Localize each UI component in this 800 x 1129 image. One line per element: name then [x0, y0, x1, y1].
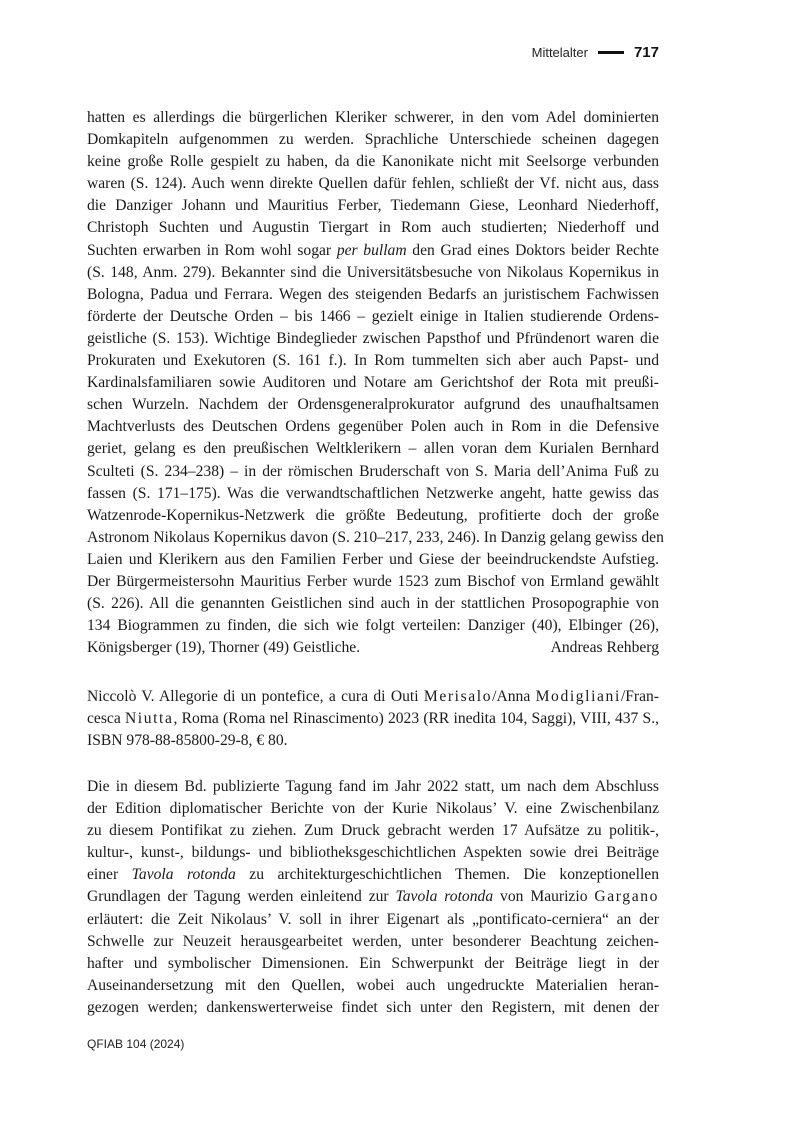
editor-name: Niutta	[124, 710, 174, 728]
citation-line	[87, 686, 659, 708]
page-number: 717	[633, 44, 659, 61]
text-line: hafter und symbolischer Dimensionen. Ein Schwerpunkt der Beiträge liegt in der	[87, 954, 659, 972]
text-line: geistliche (S. 153). Wichtige Bindeglieder zwischen Papsthof und Pfründenort waren die	[87, 329, 659, 347]
review-text-1	[87, 107, 664, 659]
italic-phrase: Tavola rotonda	[395, 888, 494, 906]
text-segment: Königsberger (19), Thorner (49) Geistliche.	[87, 639, 361, 657]
text-line	[87, 240, 659, 262]
text-line: Astronom Nikolaus Kopernikus davon (S. 210–217, 233, 246). In Danzig gelang gewiss den	[87, 528, 664, 546]
text-line: Bologna, Padua und Ferrara. Wegen des steigenden Bedarfs an juristischem Fachwissen	[87, 285, 659, 303]
header-rule	[598, 51, 624, 54]
text-line: Watzenrode-Kopernikus-Netzwerk die größte Bedeutung, profitierte doch der große	[87, 506, 659, 524]
text-segment: /Anna	[492, 688, 536, 705]
text-segment: von Maurizio	[493, 888, 595, 906]
text-line: 134 Biogrammen zu finden, die sich wie folgt verteilen: Danziger (40), Elbinger (26),	[87, 617, 659, 635]
editor-name: Modigliani	[535, 688, 621, 705]
text-segment: einer	[87, 866, 132, 884]
text-line: Kardinalsfamiliaren sowie Auditoren und Notare am Gerichtshof der Rota mit preußi-	[87, 374, 659, 392]
citation-line: ISBN 978-88-85800-29-8, € 80.	[87, 732, 288, 750]
text-line: keine große Rolle gespielt zu haben, da die Kanonikate nicht mit Seelsorge verbunden	[87, 153, 659, 171]
author-name: Gargano	[594, 888, 660, 906]
text-line: erläutert: die Zeit Nikolaus’ V. soll in ihrer Eigenart als „pontificato-cerniera“ an der	[87, 910, 659, 928]
section-title: Mittelalter	[531, 45, 588, 60]
text-line: die Danziger Johann und Mauritius Ferber, Tiedemann Giese, Leonhard Niederhoff,	[87, 197, 659, 215]
text-line: geriet, gelang es den preußischen Weltklerikern – allen voran dem Kurialen Bernhard	[87, 440, 659, 458]
citation-line	[87, 708, 659, 730]
italic-phrase: Tavola rotonda	[131, 866, 236, 884]
text-line: hatten es allerdings die bürgerlichen Kleriker schwerer, in den vom Adel dominierten	[87, 109, 659, 126]
text-line: Laien und Klerikern aus den Familien Ferber und Giese der beeindruckendste Aufstieg.	[87, 550, 659, 568]
closing-line	[87, 637, 659, 659]
text-segment: Grundlagen der Tagung werden einleitend zur	[87, 888, 396, 906]
text-segment: cesca	[87, 710, 125, 728]
text-line: Prokuraten und Exekutoren (S. 161 f.). In Rom tummelten sich aber auch Papst- und	[87, 352, 659, 370]
text-line: förderte der Deutsche Orden – bis 1466 – gezielt einige in Italien studierende Ordens-	[87, 307, 659, 325]
text-line	[87, 864, 659, 886]
text-line: gezogen werden; dankenswerterweise findet sich unter den Registern, mit denen der	[87, 998, 659, 1016]
text-line: der Edition diplomatischer Berichte von der Kurie Nikolaus’ V. eine Zwischenbilanz	[87, 800, 659, 818]
text-line: Auseinandersetzung mit den Quellen, wobei auch ungedruckte Materialien heran-	[87, 976, 659, 994]
text-line: kultur-, kunst-, bildungs- und bibliotheksgeschichtlichen Aspekten sowie drei Beiträge	[87, 844, 659, 862]
text-line: Die in diesem Bd. publizierte Tagung fand im Jahr 2022 statt, um nach dem Abschluss	[87, 778, 659, 795]
review-text-2	[87, 776, 659, 1019]
text-line: waren (S. 124). Auch wenn direkte Quellen dafür fehlen, schließt der Vf. nicht aus, dass	[87, 175, 659, 193]
text-line: Christoph Suchten und Augustin Tiergart in Rom auch studierten; Niederhoff und	[87, 219, 659, 237]
text-line: Der Bürgermeistersohn Mauritius Ferber wurde 1523 zum Bischof von Ermland gewählt	[87, 572, 659, 590]
text-segment: den Grad eines Doktors beider Rechte	[406, 241, 659, 259]
text-line: Machtverlusts des Deutschen Ordens gegenüber Polen auch in Rom in die Defensive	[87, 418, 659, 436]
text-line: Sculteti (S. 234–238) – in der römischen Bruderschaft von S. Maria dell’Anima Fuß zu	[87, 462, 659, 480]
running-head	[532, 44, 659, 61]
text-line	[87, 886, 659, 908]
text-line: schen Wurzeln. Nachdem der Ordensgeneralprokurator aufgrund des unaufhaltsamen	[87, 396, 659, 414]
text-segment: /Fran-	[620, 688, 659, 705]
text-line: Domkapiteln aufgenommen zu werden. Sprachliche Unterschiede scheinen dagegen	[87, 131, 659, 149]
text-segment: , Roma (Roma nel Rinascimento) 2023 (RR inedita 104, Saggi), VIII, 437 S.,	[173, 710, 659, 728]
editor-name: Merisalo	[423, 688, 493, 705]
text-line: Schwelle zur Neuzeit herausgearbeitet werden, unter besonderer Beachtung zeichen-	[87, 932, 659, 950]
text-line: (S. 148, Anm. 279). Bekannter sind die Universitätsbesuche von Nikolaus Kopernikus in	[87, 263, 659, 281]
text-segment: Suchten erwarben in Rom wohl sogar	[87, 241, 337, 259]
italic-phrase: per bullam	[336, 241, 407, 259]
text-line: fassen (S. 171–175). Was die verwandtschaftlichen Netzwerke angeht, hatte gewiss das	[87, 484, 659, 502]
text-segment: Niccolò V. Allegorie di un pontefice, a cura di Outi	[87, 688, 424, 705]
text-line: zu diesem Pontifikat zu ziehen. Zum Druck gebracht werden 17 Aufsätze zu politik-,	[87, 822, 659, 840]
journal-footer: QFIAB 104 (2024)	[87, 1037, 185, 1051]
text-line: (S. 226). All die genannten Geistlichen sind auch in der stattlichen Prosopographie von	[87, 595, 659, 613]
text-segment: zu architekturgeschichtlichen Themen. Die konzeptionellen	[235, 866, 659, 884]
book-citation	[87, 686, 659, 752]
reviewer-name: Andreas Rehberg	[550, 639, 659, 657]
